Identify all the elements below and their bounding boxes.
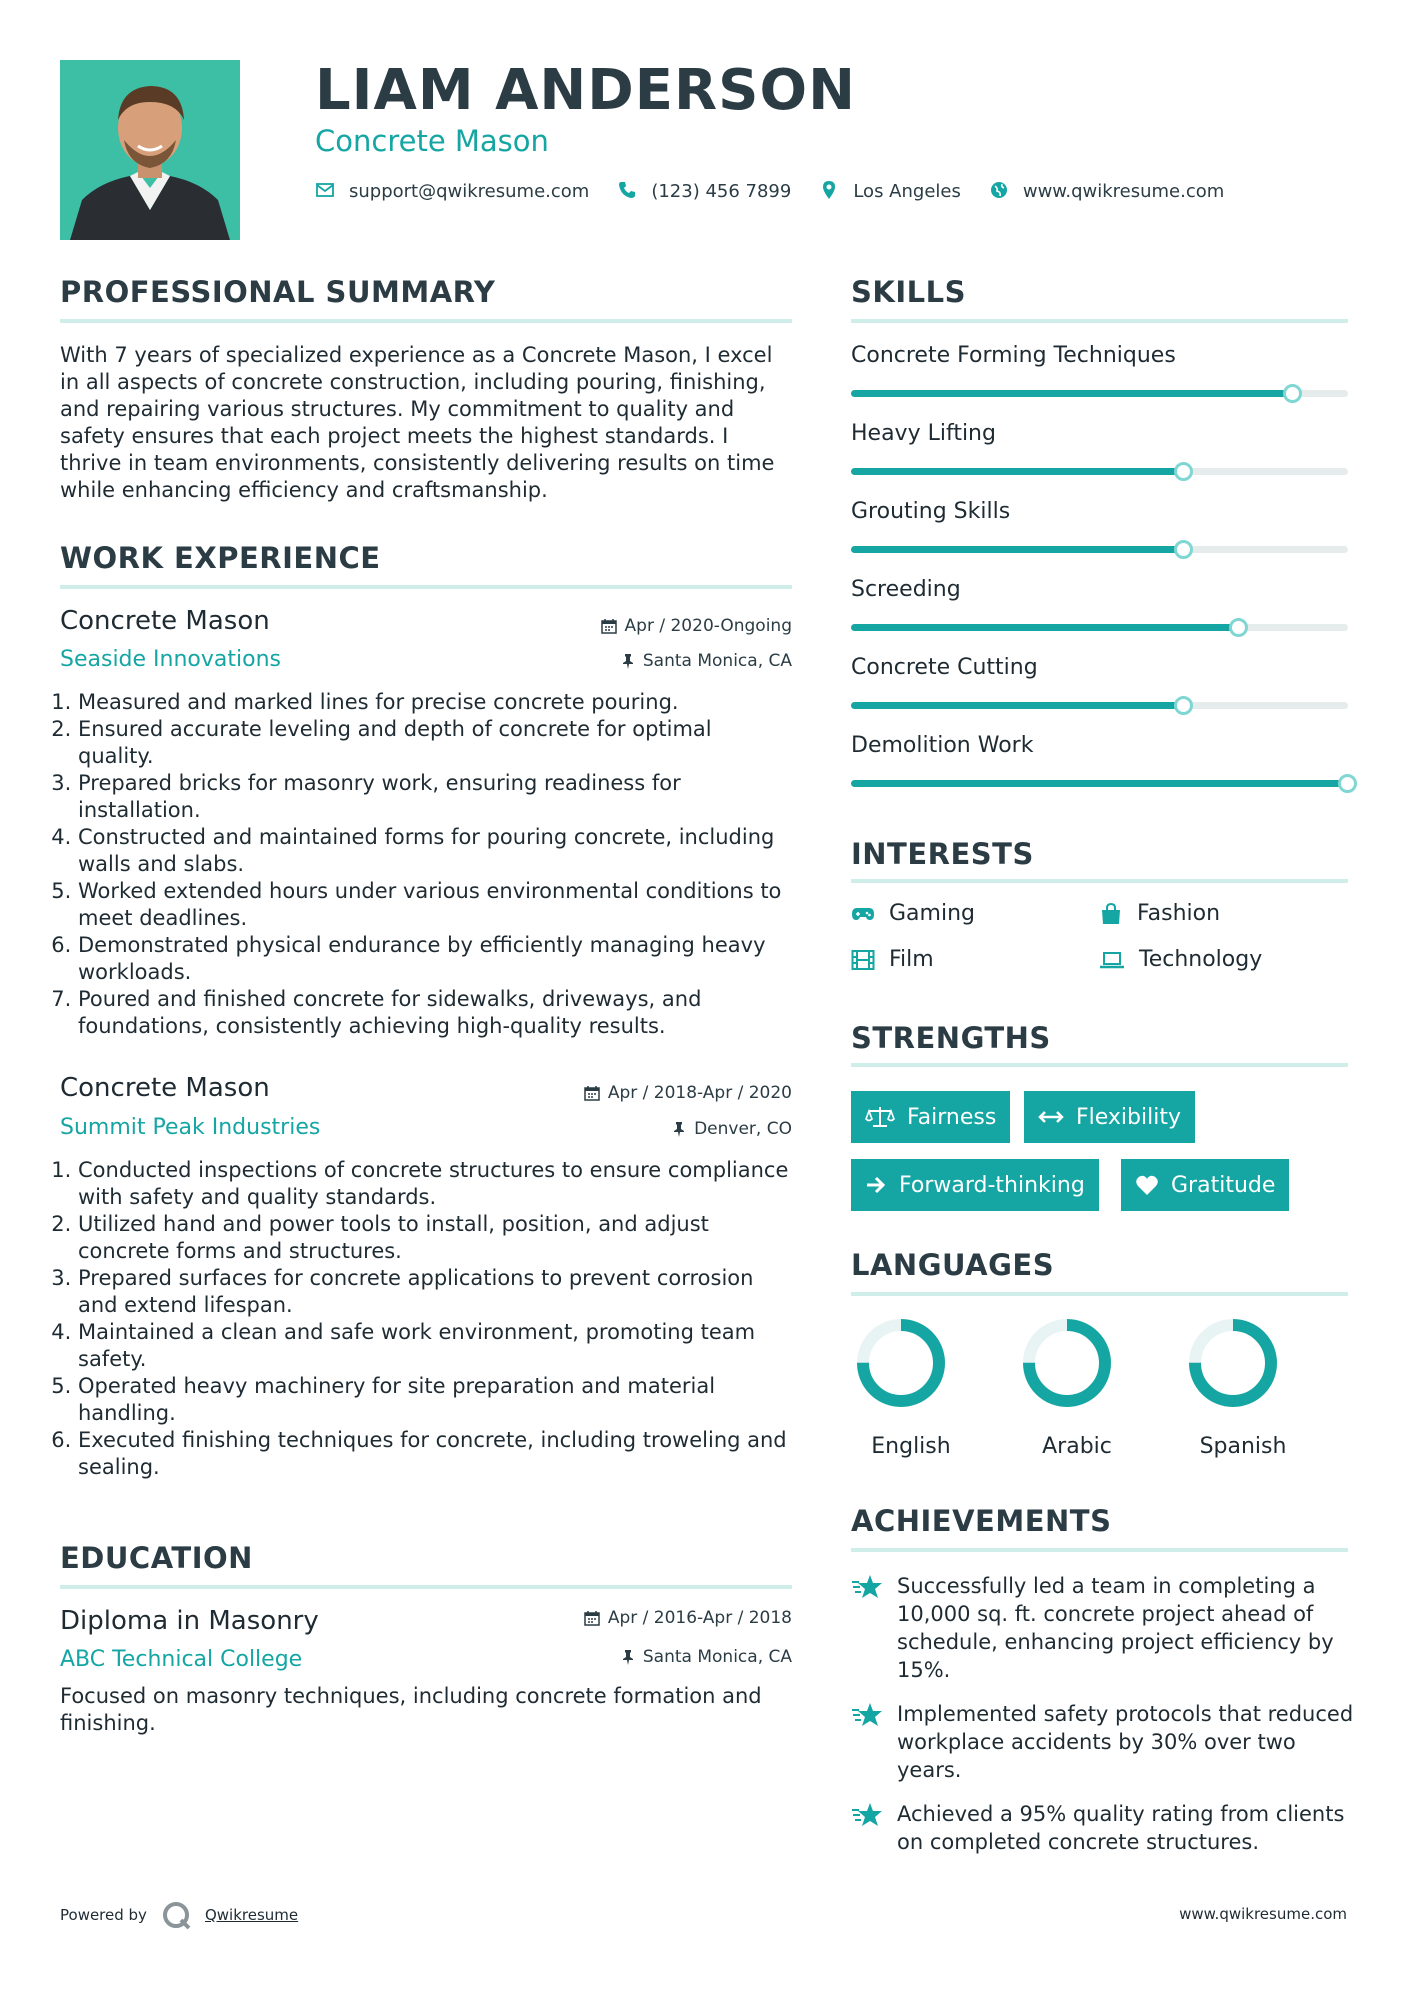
skill-bar [851, 390, 1348, 397]
job-dates [492, 616, 792, 636]
skills-heading: SKILLS [851, 275, 966, 309]
degree-title: Diploma in Masonry [60, 1606, 319, 1636]
skill-label: Screeding [851, 577, 961, 602]
qwikresume-logo-icon [161, 1900, 195, 1930]
skill-label: Demolition Work [851, 733, 1034, 758]
job-location [492, 651, 792, 671]
list-item: 5. Operated heavy machinery for site preparation and material handling. [78, 1373, 792, 1427]
thumbtack-icon [621, 1649, 635, 1665]
list-item: 2. Ensured accurate leveling and depth of concrete for optimal quality. [78, 716, 792, 770]
job-title: Concrete Mason [60, 1073, 270, 1103]
job-location-text: Denver, CO [694, 1119, 792, 1139]
list-item: 5. Worked extended hours under various environmental conditions to meet deadlines. [78, 878, 792, 932]
powered-by [60, 1900, 298, 1930]
language-ring [1017, 1313, 1117, 1413]
job-location [492, 1119, 792, 1139]
experience-divider [60, 585, 792, 589]
powered-by-label: Powered by [60, 1906, 147, 1924]
interests-divider [851, 879, 1348, 883]
contact-website[interactable]: www.qwikresume.com [1022, 180, 1225, 202]
achievements-heading: ACHIEVEMENTS [851, 1504, 1112, 1538]
contact-phone[interactable]: (123) 456 7899 [651, 180, 792, 202]
job-dates [492, 1083, 792, 1103]
skill-bar-fill [851, 624, 1239, 631]
list-item: 3. Prepared surfaces for concrete applications to prevent corrosion and extend lifespan. [78, 1265, 792, 1319]
achievement-text: Achieved a 95% quality rating from clients on completed concrete structures. [897, 1802, 1345, 1854]
laptop-icon [1099, 950, 1125, 970]
skills-divider [851, 319, 1348, 323]
skill-label: Heavy Lifting [851, 421, 996, 446]
candidate-name: LIAM ANDERSON [315, 58, 856, 123]
calendar-icon [584, 1610, 600, 1626]
skill-bar-knob [1283, 384, 1302, 403]
strength-label: Flexibility [1076, 1104, 1181, 1130]
contact-bar [315, 178, 1252, 204]
interest-item [851, 901, 975, 926]
skill-bar-fill [851, 390, 1293, 397]
brand-link[interactable]: Qwikresume [204, 1906, 299, 1924]
education-dates [492, 1608, 792, 1628]
thumbtack-icon [621, 653, 635, 669]
languages-divider [851, 1292, 1348, 1296]
strengths-divider [851, 1063, 1348, 1067]
education-location-text: Santa Monica, CA [642, 1647, 792, 1667]
education-heading: EDUCATION [60, 1541, 253, 1575]
list-item: 4. Constructed and maintained forms for pouring concrete, including walls and slabs. [78, 824, 792, 878]
job-company: Summit Peak Industries [60, 1115, 321, 1140]
balance-scale-icon [865, 1105, 895, 1129]
list-item: 3. Prepared bricks for masonry work, ensuring readiness for installation. [78, 770, 792, 824]
film-icon [851, 949, 875, 971]
interest-item [1099, 947, 1262, 972]
achievement-text: Implemented safety protocols that reduced workplace accidents by 30% over two years. [897, 1702, 1354, 1782]
summary-divider [60, 319, 792, 323]
language-label: English [871, 1434, 951, 1459]
candidate-role: Concrete Mason [315, 124, 549, 158]
arrows-horizontal-icon [1038, 1107, 1064, 1127]
thumbtack-icon [672, 1121, 686, 1137]
person-portrait-icon [60, 60, 240, 240]
education-divider [60, 1585, 792, 1589]
skill-bar-knob [1338, 774, 1357, 793]
experience-heading: WORK EXPERIENCE [60, 541, 381, 575]
skill-bar [851, 702, 1348, 709]
heart-icon [1135, 1174, 1159, 1196]
summary-heading: PROFESSIONAL SUMMARY [60, 275, 496, 309]
envelope-icon [315, 180, 337, 202]
list-item: 6. Executed finishing techniques for concrete, including troweling and sealing. [78, 1427, 792, 1481]
interest-item [851, 947, 934, 972]
achievement-text: Successfully led a team in completing a 10,000 sq. ft. concrete project ahead of schedule, enhancing project efficiency by 15%. [897, 1574, 1334, 1682]
job-duties-list [60, 689, 792, 1040]
skill-bar-knob [1174, 696, 1193, 715]
interest-label: Fashion [1137, 901, 1221, 926]
list-item: 7. Poured and finished concrete for sidewalks, driveways, and foundations, consistently achieving high-quality results. [78, 986, 792, 1040]
job-duties-list [60, 1157, 792, 1481]
strength-tag [851, 1159, 1099, 1211]
language-label: Arabic [1042, 1434, 1112, 1459]
job-company: Seaside Innovations [60, 647, 281, 672]
strength-tag [1121, 1159, 1289, 1211]
skill-label: Concrete Cutting [851, 655, 1038, 680]
achievement-item [851, 1700, 1357, 1784]
education-location [492, 1647, 792, 1667]
calendar-icon [601, 618, 617, 634]
list-item: 6. Demonstrated physical endurance by efficiently managing heavy workloads. [78, 932, 792, 986]
language-ring [1183, 1313, 1283, 1413]
list-item: 1. Conducted inspections of concrete structures to ensure compliance with safety and quality standards. [78, 1157, 792, 1211]
job-location-text: Santa Monica, CA [642, 651, 792, 671]
strength-label: Fairness [907, 1104, 997, 1130]
shopping-bag-icon [1099, 903, 1123, 925]
skill-bar-fill [851, 780, 1348, 787]
list-item: 1. Measured and marked lines for precise concrete pouring. [78, 689, 792, 716]
job-title: Concrete Mason [60, 606, 270, 636]
skill-bar-fill [851, 546, 1184, 553]
contact-location: Los Angeles [853, 180, 961, 202]
school-name: ABC Technical College [60, 1647, 303, 1672]
gamepad-icon [851, 904, 875, 924]
list-item: 2. Utilized hand and power tools to install, position, and adjust concrete forms and structures. [78, 1211, 792, 1265]
strength-label: Forward-thinking [899, 1172, 1085, 1198]
strengths-heading: STRENGTHS [851, 1021, 1051, 1055]
calendar-icon [584, 1085, 600, 1101]
strength-label: Gratitude [1171, 1172, 1276, 1198]
strength-tag [851, 1091, 1010, 1143]
job-dates-text: Apr / 2018-Apr / 2020 [607, 1083, 792, 1103]
arrow-right-icon [865, 1175, 887, 1195]
achievement-item [851, 1572, 1357, 1684]
interest-label: Technology [1139, 947, 1263, 972]
phone-icon [617, 180, 639, 202]
skill-bar [851, 624, 1348, 631]
education-dates-text: Apr / 2016-Apr / 2018 [607, 1608, 792, 1628]
list-item: 4. Maintained a clean and safe work environment, promoting team safety. [78, 1319, 792, 1373]
language-ring [851, 1313, 951, 1413]
skill-bar-knob [1174, 462, 1193, 481]
map-marker-icon [819, 180, 841, 202]
interest-label: Gaming [889, 901, 975, 926]
achievement-item [851, 1800, 1357, 1856]
achievements-divider [851, 1548, 1348, 1552]
award-star-icon [851, 1574, 883, 1600]
award-star-icon [851, 1702, 883, 1728]
contact-email[interactable]: support@qwikresume.com [349, 180, 590, 202]
skill-bar [851, 546, 1348, 553]
skill-bar-knob [1174, 540, 1193, 559]
skill-label: Grouting Skills [851, 499, 1011, 524]
skill-bar-knob [1229, 618, 1248, 637]
award-star-icon [851, 1802, 883, 1828]
interest-item [1099, 901, 1220, 926]
strength-tag [1024, 1091, 1195, 1143]
footer-url[interactable]: www.qwikresume.com [1179, 1905, 1347, 1923]
skill-bar-fill [851, 702, 1184, 709]
job-dates-text: Apr / 2020-Ongoing [624, 616, 792, 636]
interest-label: Film [889, 947, 934, 972]
interests-heading: INTERESTS [851, 837, 1034, 871]
summary-text: With 7 years of specialized experience as a Concrete Mason, I excel in all aspects of concrete construction, including pouring, finishing, and repairing various structures. My commitment to quality and safety ensures that each project meets the highest standards. I thrive in team environments, consistently delivering results on time while enhancing efficiency and craftsmanship. [60, 343, 775, 502]
globe-icon [989, 180, 1011, 202]
languages-heading: LANGUAGES [851, 1248, 1055, 1282]
skill-bar [851, 468, 1348, 475]
profile-photo [60, 60, 240, 240]
education-description: Focused on masonry techniques, including concrete formation and finishing. [60, 1684, 762, 1735]
skill-bar-fill [851, 468, 1184, 475]
skill-label: Concrete Forming Techniques [851, 343, 1176, 368]
language-label: Spanish [1199, 1434, 1287, 1459]
skill-bar [851, 780, 1348, 787]
